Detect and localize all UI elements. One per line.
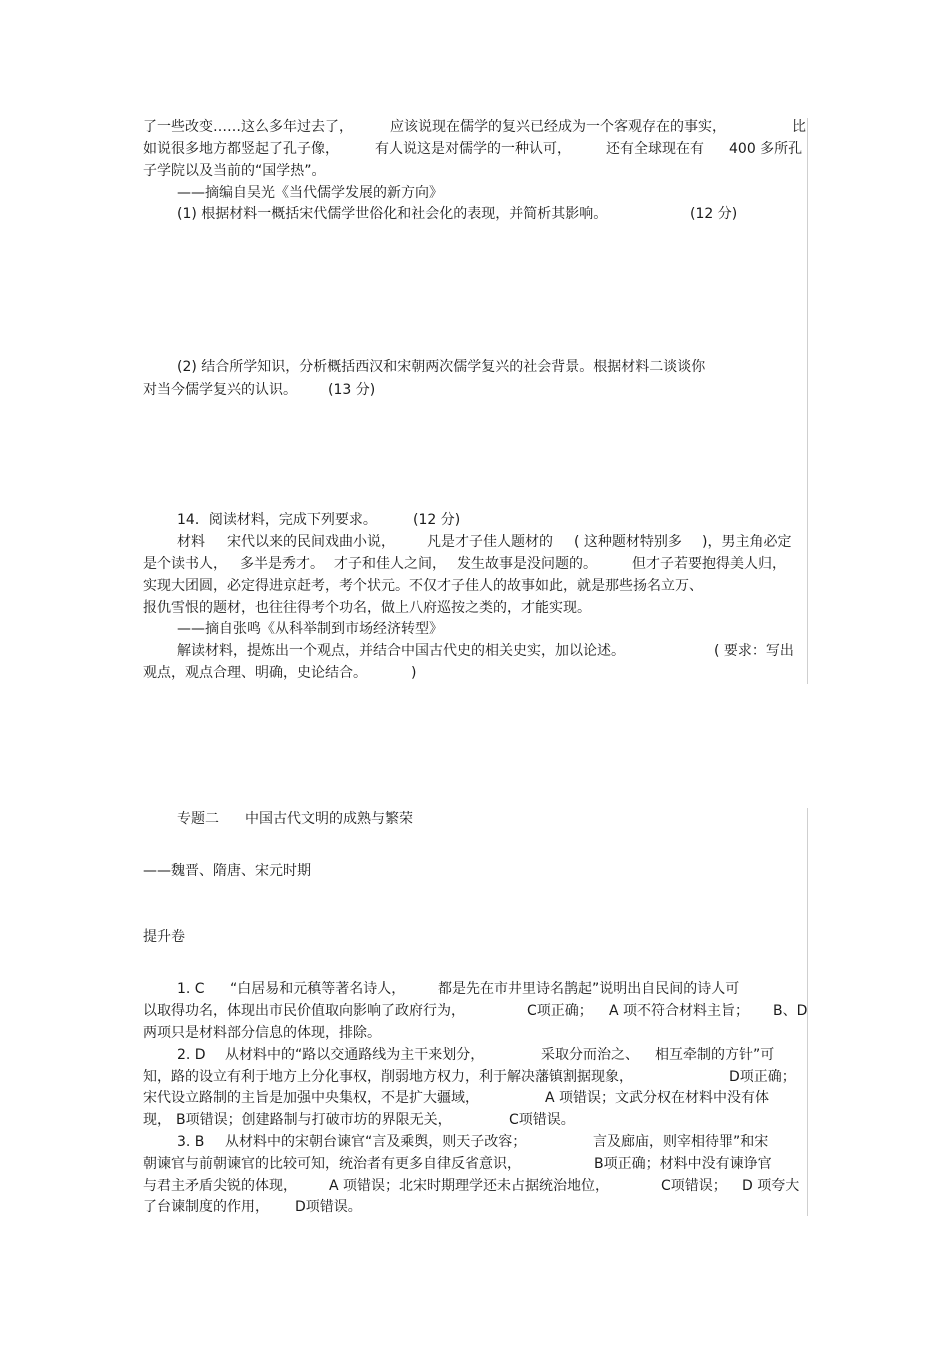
right-margin-rule: [807, 118, 808, 684]
